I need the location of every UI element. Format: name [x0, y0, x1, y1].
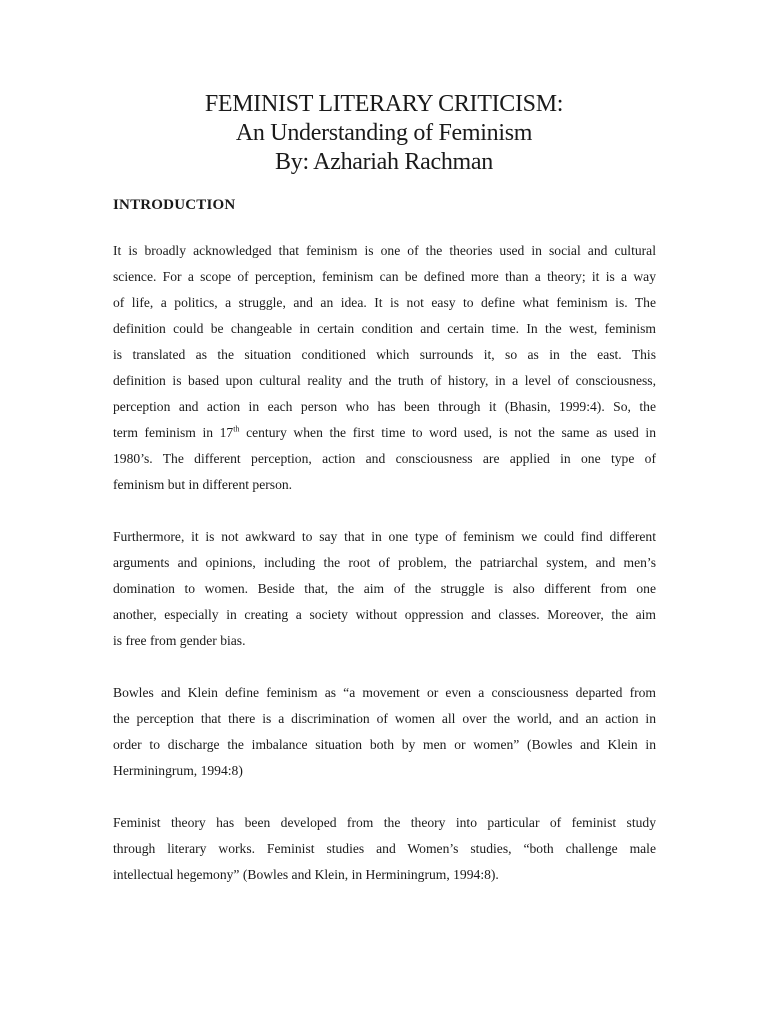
paragraph-1-line: science. For a scope of perception, feminism can be defined more than a theory; it is a way [113, 269, 656, 284]
paragraph-1 [113, 238, 656, 498]
paragraph-4-line: Feminist theory has been developed from the theory into particular of feminist study [113, 815, 656, 830]
document-title [0, 90, 768, 177]
paragraph-4-line: intellectual hegemony” (Bowles and Klein, in Herminingrum, 1994:8). [113, 867, 499, 882]
paragraph-1-line: 1980’s. The different perception, action and consciousness are applied in one type of [113, 451, 656, 466]
superscript-th: th [233, 424, 240, 434]
title-line-1: FEMINIST LITERARY CRITICISM: [204, 91, 564, 117]
paragraph-1-line: of life, a politics, a struggle, and an idea. It is not easy to define what feminism is. The [113, 295, 656, 310]
paragraph-2-line: Furthermore, it is not awkward to say that in one type of feminism we could find different [113, 529, 656, 544]
paragraph-2-line: is free from gender bias. [113, 633, 246, 648]
line-text-post: century when the first time to word used, is not the same as used in [239, 425, 656, 440]
paragraph-1-line: It is broadly acknowledged that feminism is one of the theories used in social and cultural [113, 243, 656, 258]
paragraph-2-line: another, especially in creating a society without oppression and classes. Moreover, the aim [113, 607, 656, 622]
paragraph-3-line: Bowles and Klein define feminism as “a movement or even a consciousness departed from [113, 685, 656, 700]
paragraph-2-line: arguments and opinions, including the root of problem, the patriarchal system, and men’s [113, 555, 656, 570]
title-line-2: An Understanding of Feminism [235, 120, 533, 146]
title-author-line: By: Azhariah Rachman [275, 149, 493, 175]
paragraph-1-line: feminism but in different person. [113, 477, 293, 492]
line-text-pre: term feminism in 17 [113, 425, 234, 440]
section-heading-introduction: INTRODUCTION [113, 197, 236, 213]
paragraph-3-line: order to discharge the imbalance situation both by men or women” (Bowles and Klein in [113, 737, 656, 752]
paragraph-3-line: the perception that there is a discrimination of women all over the world, and an action in [113, 711, 656, 726]
paragraph-1-line: perception and action in each person who has been through it (Bhasin, 1999:4). So, the [113, 399, 656, 414]
paragraph-1-line: is translated as the situation conditioned which surrounds it, so as in the east. This [113, 347, 656, 362]
paragraph-3-line: Herminingrum, 1994:8) [113, 763, 243, 778]
paragraph-4 [113, 810, 656, 888]
paragraph-1-line: definition could be changeable in certain condition and certain time. In the west, feminism [113, 321, 656, 336]
paragraph-3 [113, 680, 656, 784]
paragraph-1-line-with-superscript [113, 420, 656, 446]
paragraph-4-line: through literary works. Feminist studies and Women’s studies, “both challenge male [113, 841, 656, 856]
paragraph-2 [113, 524, 656, 654]
paragraph-2-line: domination to women. Beside that, the aim of the struggle is also different from one [113, 581, 656, 596]
paragraph-1-line: definition is based upon cultural reality and the truth of history, in a level of consciousness, [113, 373, 656, 388]
